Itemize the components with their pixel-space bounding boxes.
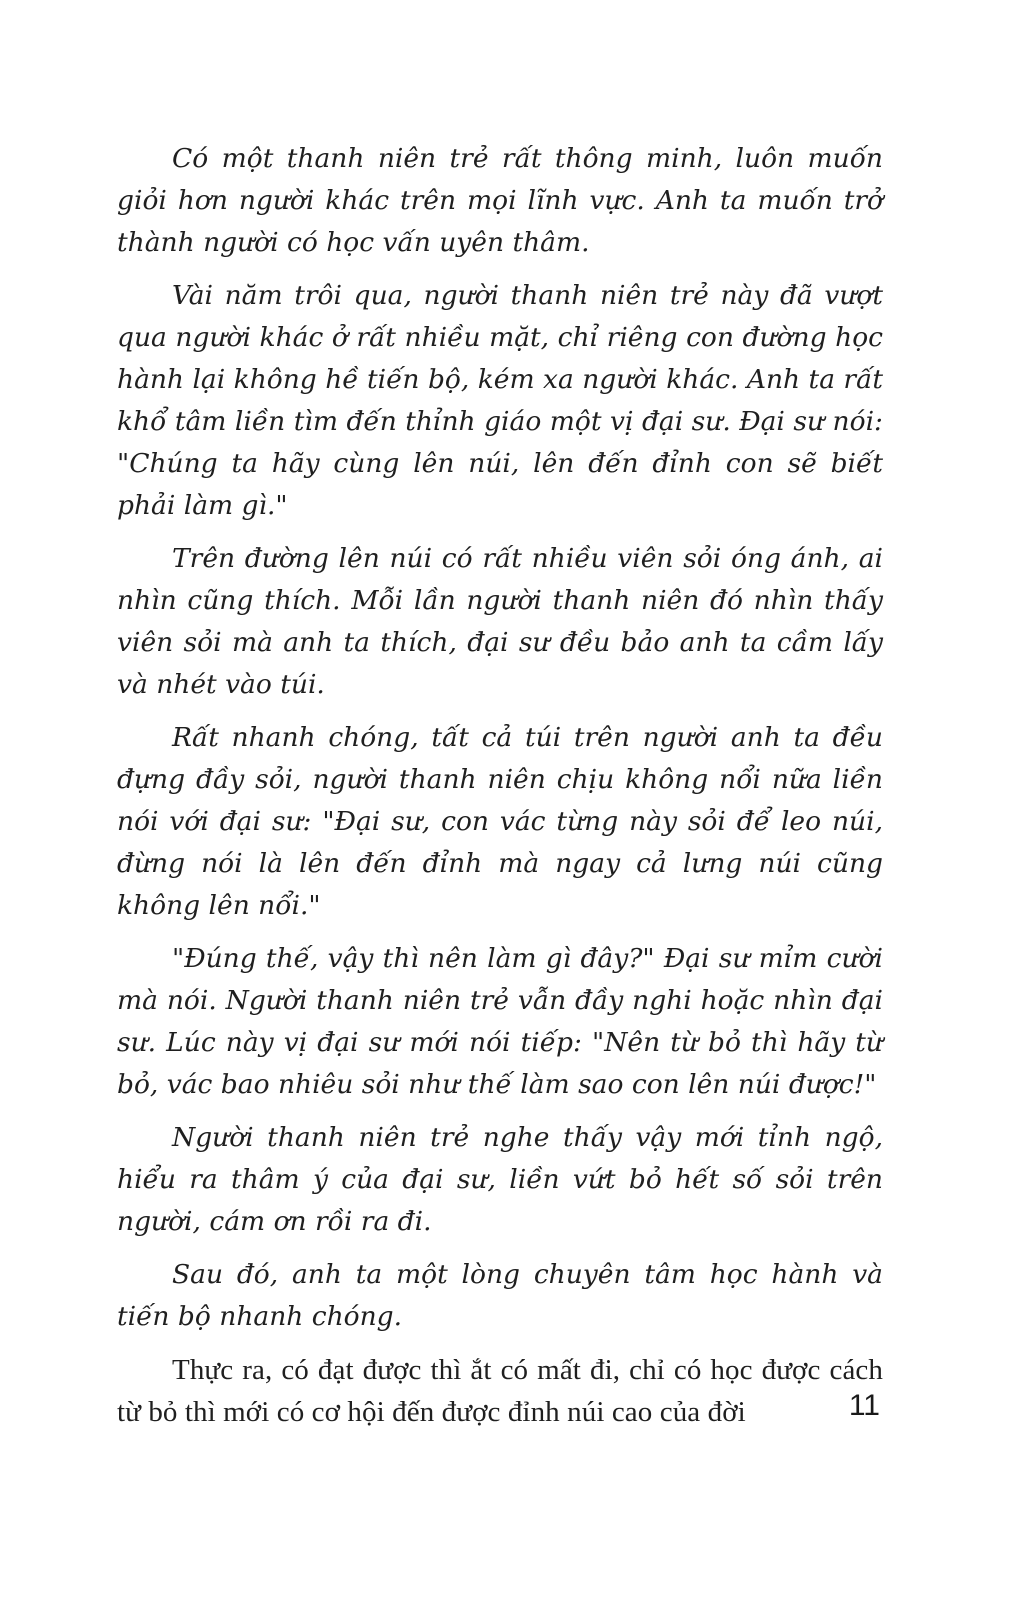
paragraph-6: Người thanh niên trẻ nghe thấy vậy mới tỉnh ngộ, hiểu ra thâm ý của đại sư, liền vứt bỏ hết số sỏi trên người, cám ơn rồi ra đi. bbox=[117, 1122, 883, 1237]
paragraph-1: Có một thanh niên trẻ rất thông minh, luôn muốn giỏi hơn người khác trên mọi lĩnh vực. Anh ta muốn trở thành người có học vấn uyên thâm. bbox=[117, 143, 883, 258]
paragraph-3: Trên đường lên núi có rất nhiều viên sỏi óng ánh, ai nhìn cũng thích. Mỗi lần người thanh niên đó nhìn thấy viên sỏi mà anh ta thích, đại sư đều bảo anh ta cầm lấy và nhét vào túi. bbox=[117, 543, 883, 700]
page-number: 11 bbox=[848, 1389, 880, 1422]
body-text bbox=[117, 138, 883, 1444]
paragraph-5: "Đúng thế, vậy thì nên làm gì đây?" Đại sư mỉm cười mà nói. Người thanh niên trẻ vẫn đầy nghi hoặc nhìn đại sư. Lúc này vị đại sư mới nói tiếp: "Nên từ bỏ thì hãy từ bỏ, vác bao nhiêu sỏi như thế làm sao con lên núi được!" bbox=[117, 943, 883, 1100]
paragraph-8: Thực ra, có đạt được thì ắt có mất đi, chỉ có học được cách từ bỏ thì mới có cơ hội đến được đỉnh núi cao của đời bbox=[117, 1354, 883, 1428]
paragraph-2: Vài năm trôi qua, người thanh niên trẻ này đã vượt qua người khác ở rất nhiều mặt, chỉ riêng con đường học hành lại không hề tiến bộ, kém xa người khác. Anh ta rất khổ tâm liền tìm đến thỉnh giáo một vị đại sư. Đại sư nói: "Chúng ta hãy cùng lên núi, lên đến đỉnh con sẽ biết phải làm gì." bbox=[117, 280, 883, 521]
paragraph-4: Rất nhanh chóng, tất cả túi trên người anh ta đều đựng đầy sỏi, người thanh niên chịu không nổi nữa liền nói với đại sư: "Đại sư, con vác từng này sỏi để leo núi, đừng nói là lên đến đỉnh mà ngay cả lưng núi cũng không lên nổi." bbox=[117, 722, 883, 921]
paragraph-7: Sau đó, anh ta một lòng chuyên tâm học hành và tiến bộ nhanh chóng. bbox=[117, 1259, 883, 1332]
